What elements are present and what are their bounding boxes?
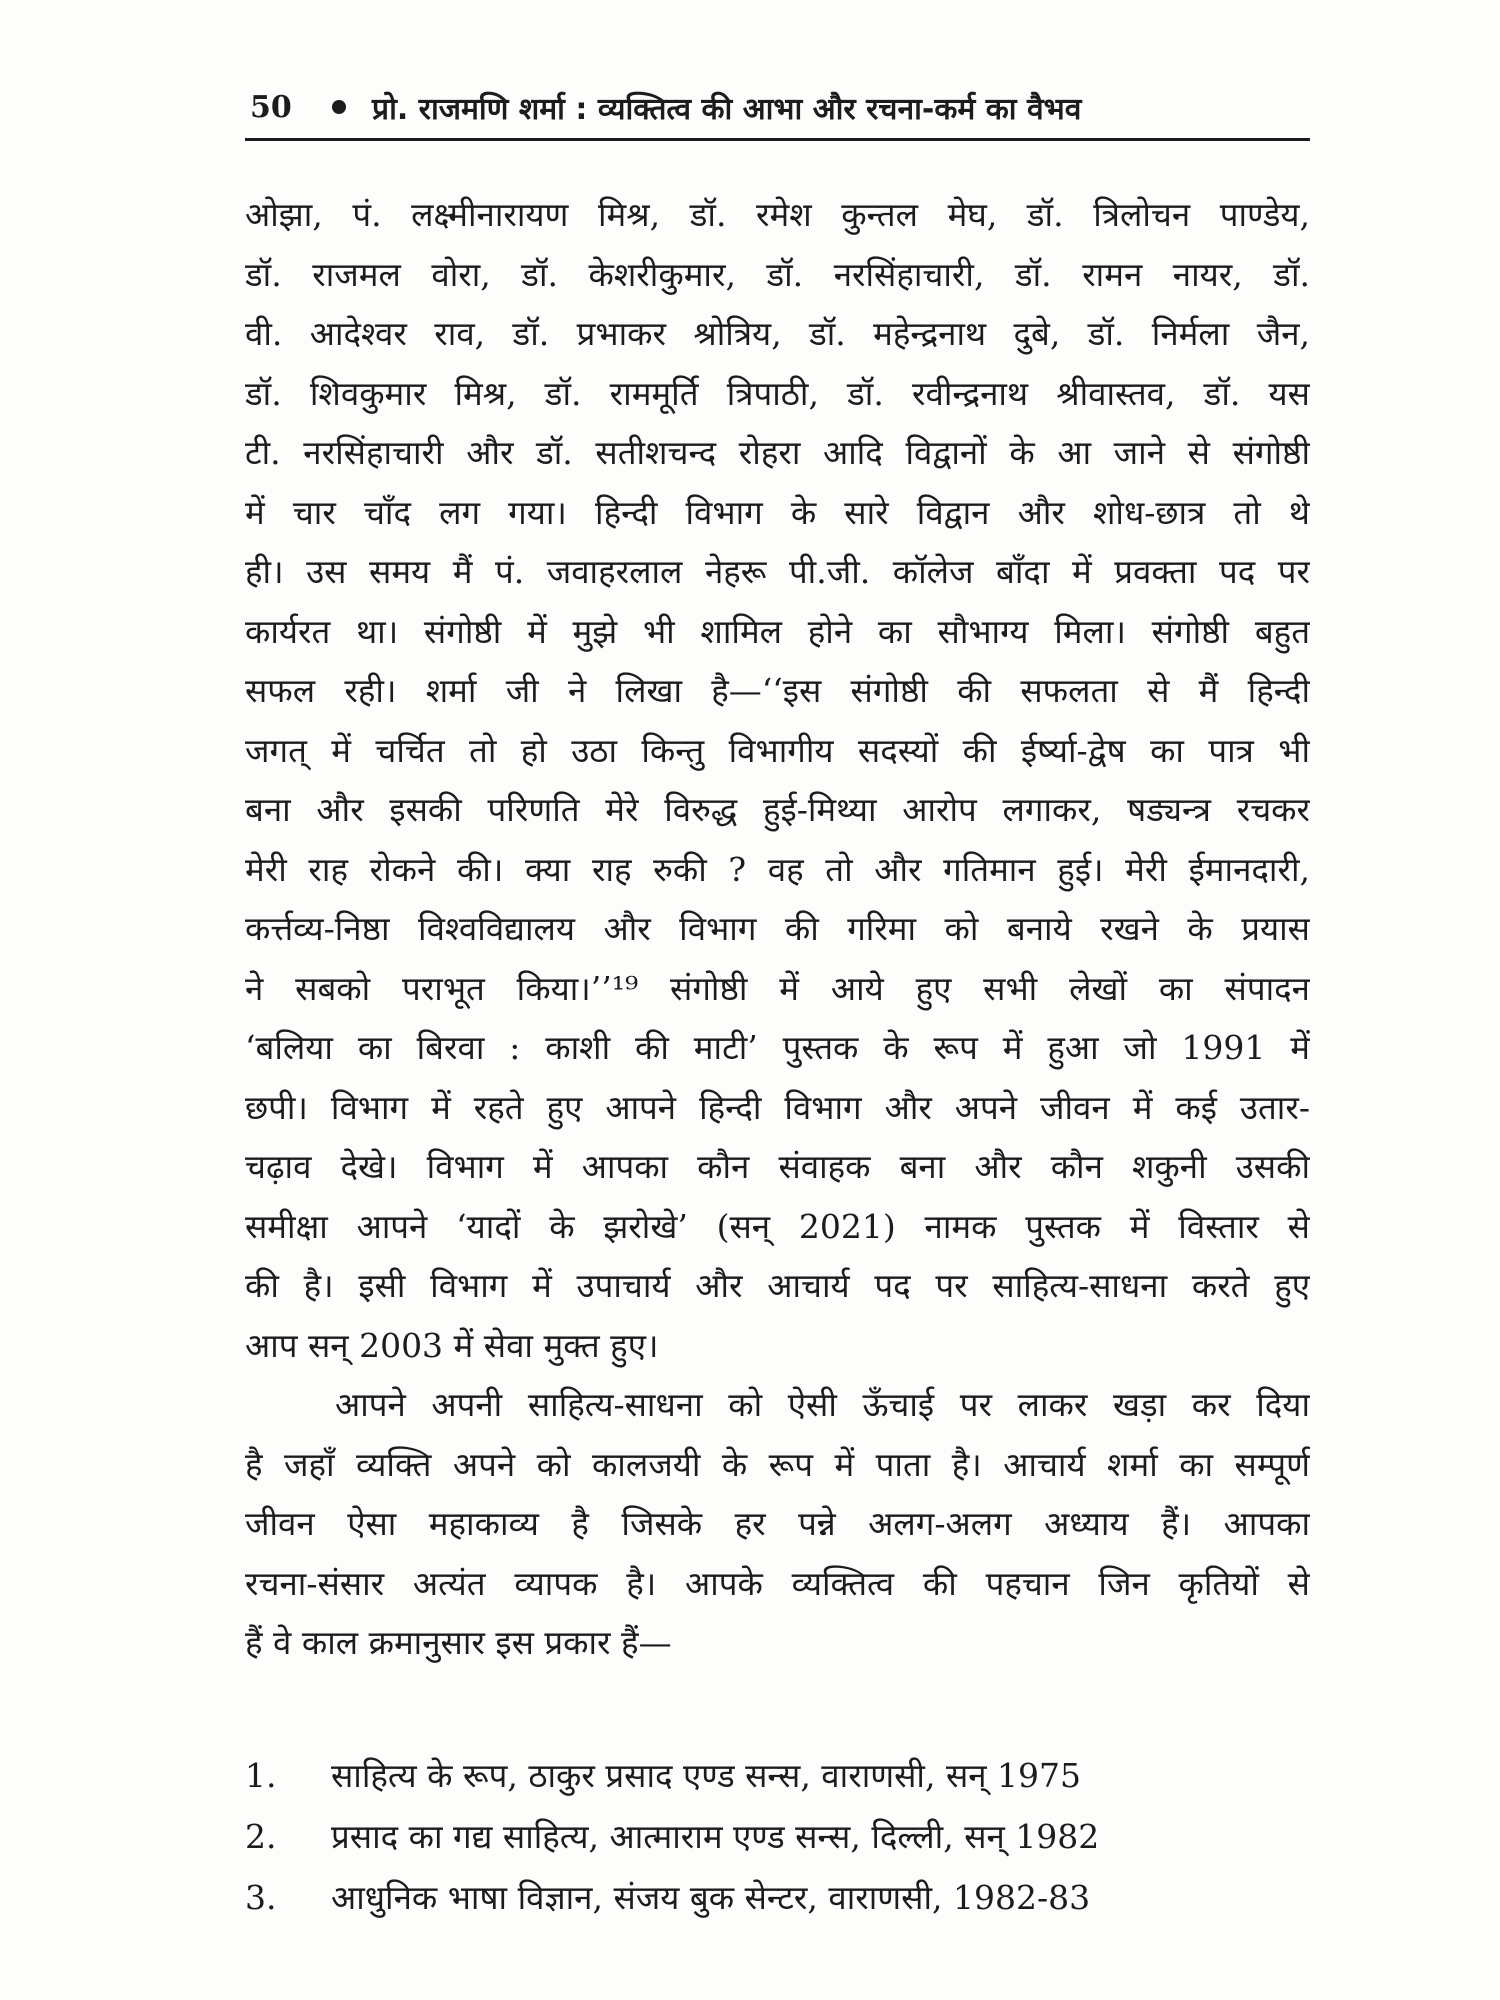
text-line: है जहाँ व्यक्ति अपने को कालजयी के रूप में पाता है। आचार्य शर्मा का सम्पूर्ण	[245, 1444, 1310, 1484]
text-line: वी. आदेश्वर राव, डॉ. प्रभाकर श्रोत्रिय, डॉ. महेन्द्रनाथ दुबे, डॉ. निर्मला जैन,	[245, 314, 1310, 353]
text-line: ओझा, पं. लक्ष्मीनारायण मिश्र, डॉ. रमेश कुन्तल मेघ, डॉ. त्रिलोचन पाण्डेय,	[245, 195, 1310, 234]
text-line: आप सन् 2003 में सेवा मुक्त हुए।	[245, 1325, 659, 1365]
text-line: हैं वे काल क्रमानुसार इस प्रकार हैं—	[245, 1623, 672, 1662]
page-header	[250, 82, 1310, 132]
list-item	[245, 1867, 1310, 1928]
text-line: ही। उस समय मैं पं. जवाहरलाल नेहरू पी.जी. कॉलेज बाँदा में प्रवक्ता पद पर	[245, 552, 1310, 591]
text-line: चढ़ाव देखे। विभाग में आपका कौन संवाहक बना और कौन शकुनी उसकी	[245, 1147, 1310, 1186]
text-line: ‘बलिया का बिरवा : काशी की माटी’ पुस्तक के रूप में हुआ जो 1991 में	[245, 1028, 1310, 1067]
text-line: डॉ. राजमल वोरा, डॉ. केशरीकुमार, डॉ. नरसिंहाचारी, डॉ. रामन नायर, डॉ.	[245, 254, 1310, 294]
bullet-icon	[332, 100, 346, 114]
list-text: प्रसाद का गद्य साहित्य, आत्माराम एण्ड सन्स, दिल्ली, सन् 1982	[331, 1817, 1100, 1856]
text-line: की है। इसी विभाग में उपाचार्य और आचार्य पद पर साहित्य-साधना करते हुए	[245, 1266, 1310, 1305]
list-number: 2.	[245, 1817, 277, 1856]
text-line: कार्यरत था। संगोष्ठी में मुझे भी शामिल होने का सौभाग्य मिला। संगोष्ठी बहुत	[245, 611, 1310, 651]
running-title: प्रो. राजमणि शर्मा : व्यक्तित्व की आभा और रचना-कर्म का वैभव	[372, 91, 1082, 127]
list-number: 3.	[245, 1878, 277, 1917]
list-item	[245, 1806, 1310, 1867]
paragraph-1	[245, 185, 1310, 1375]
text-line: टी. नरसिंहाचारी और डॉ. सतीशचन्द रोहरा आदि विद्वानों के आ जाने से संगोष्ठी	[245, 433, 1310, 472]
works-list	[245, 1745, 1310, 1928]
page-number: 50	[250, 89, 292, 125]
text-line: ने सबको पराभूत किया।’’¹⁹ संगोष्ठी में आये हुए सभी लेखों का संपादन	[245, 968, 1310, 1008]
text-line: छपी। विभाग में रहते हुए आपने हिन्दी विभाग और अपने जीवन में कई उतार-	[245, 1087, 1310, 1127]
text-line: कर्त्तव्य-निष्ठा विश्वविद्यालय और विभाग की गरिमा को बनाये रखने के प्रयास	[245, 909, 1310, 948]
list-number: 1.	[245, 1756, 277, 1795]
list-text: आधुनिक भाषा विज्ञान, संजय बुक सेन्टर, वाराणसी, 1982-83	[331, 1878, 1091, 1917]
text-line: रचना-संसार अत्यंत व्यापक है। आपके व्यक्तित्व की पहचान जिन कृतियों से	[245, 1563, 1310, 1603]
paragraph-2	[245, 1375, 1310, 1673]
text-line: बना और इसकी परिणति मेरे विरुद्ध हुई-मिथ्या आरोप लगाकर, षड्यन्त्र रचकर	[245, 790, 1310, 829]
body-text	[245, 185, 1310, 1673]
text-line: डॉ. शिवकुमार मिश्र, डॉ. राममूर्ति त्रिपाठी, डॉ. रवीन्द्रनाथ श्रीवास्तव, डॉ. यस	[245, 373, 1310, 413]
list-text: साहित्य के रूप, ठाकुर प्रसाद एण्ड सन्स, वाराणसी, सन् 1975	[331, 1756, 1082, 1795]
list-item	[245, 1745, 1310, 1806]
text-line: जीवन ऐसा महाकाव्य है जिसके हर पन्ने अलग-अलग अध्याय हैं। आपका	[245, 1504, 1310, 1543]
text-line: में चार चाँद लग गया। हिन्दी विभाग के सारे विद्वान और शोध-छात्र तो थे	[245, 492, 1310, 532]
text-line: आपने अपनी साहित्य-साधना को ऐसी ऊँचाई पर लाकर खड़ा कर दिया	[335, 1385, 1310, 1424]
text-line: सफल रही। शर्मा जी ने लिखा है—‘‘इस संगोष्ठी की सफलता से मैं हिन्दी	[245, 671, 1310, 710]
text-line: समीक्षा आपने ‘यादों के झरोखे’ (सन् 2021) नामक पुस्तक में विस्तार से	[245, 1206, 1310, 1246]
header-rule	[245, 138, 1310, 141]
text-line: मेरी राह रोकने की। क्या राह रुकी ? वह तो और गतिमान हुई। मेरी ईमानदारी,	[245, 849, 1310, 889]
text-line: जगत् में चर्चित तो हो उठा किन्तु विभागीय सदस्यों की ईर्ष्या-द्वेष का पात्र भी	[245, 730, 1310, 770]
